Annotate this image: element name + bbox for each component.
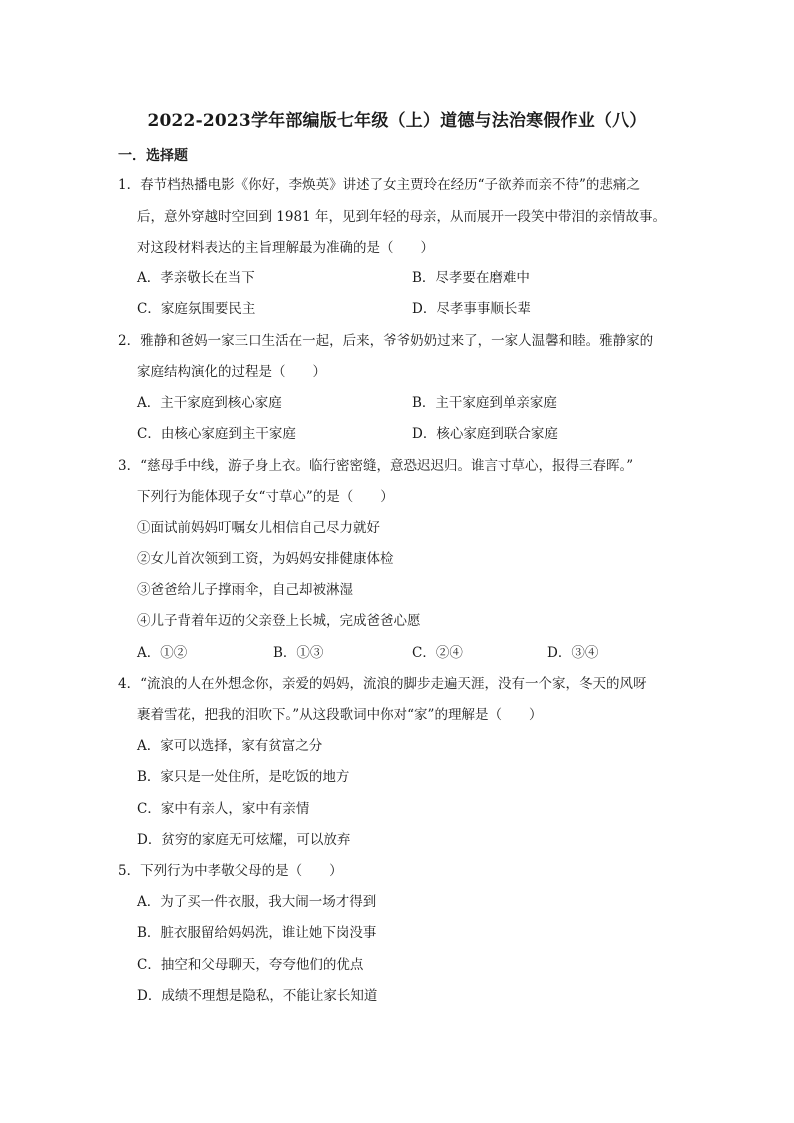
question-2-option-c[interactable]: C．由核心家庭到主干家庭 <box>137 426 296 442</box>
question-3-option-b[interactable]: B．①③ <box>273 645 324 661</box>
question-1-option-b[interactable]: B．尽孝要在磨难中 <box>412 270 530 286</box>
question-4-line-1: 4．“流浪的人在外想念你，亲爱的妈妈，流浪的脚步走遍天涯，没有一个家，冬天的风呀 <box>118 676 647 692</box>
question-2-line-2: 家庭结构演化的过程是（ ） <box>137 364 326 380</box>
question-3-line-2: 下列行为能体现子女“寸草心”的是（ ） <box>137 489 394 505</box>
question-5-option-c[interactable]: C．抽空和父母聊天，夸夸他们的优点 <box>137 957 364 973</box>
question-5-option-b[interactable]: B．脏衣服留给妈妈洗，谁让她下岗没事 <box>137 925 377 941</box>
question-3-item-4: ④儿子背着年迈的父亲登上长城，完成爸爸心愿 <box>137 613 421 629</box>
question-3-item-1: ①面试前妈妈叮嘱女儿相信自己尽力就好 <box>137 520 380 536</box>
question-3-option-a[interactable]: A．①② <box>137 645 188 661</box>
question-2-option-a[interactable]: A．主干家庭到核心家庭 <box>137 395 282 411</box>
question-5-option-d[interactable]: D．成绩不理想是隐私，不能让家长知道 <box>137 988 378 1004</box>
section-heading: 一．选择题 <box>118 148 188 164</box>
question-3-option-c[interactable]: C．②④ <box>412 645 463 661</box>
question-1-option-d[interactable]: D．尽孝事事顺长辈 <box>412 301 531 317</box>
question-1-line-2: 后，意外穿越时空回到 1981 年，见到年轻的母亲，从而展开一段笑中带泪的亲情故事。 <box>137 209 666 225</box>
question-3-line-1: 3．“慈母手中线，游子身上衣。临行密密缝，意恐迟迟归。谁言寸草心，报得三春晖。” <box>118 458 634 474</box>
question-3-item-2: ②女儿首次领到工资，为妈妈安排健康体检 <box>137 551 394 567</box>
page-title: 2022-2023学年部编版七年级（上）道德与法治寒假作业（八） <box>147 111 647 131</box>
question-4-line-2: 裹着雪花，把我的泪吹下。”从这段歌词中你对“家”的理解是（ ） <box>137 707 543 723</box>
question-3-item-3: ③爸爸给儿子撑雨伞，自己却被淋湿 <box>137 582 353 598</box>
question-5-option-a[interactable]: A．为了买一件衣服，我大闹一场才得到 <box>137 894 377 910</box>
question-3-option-d[interactable]: D．③④ <box>547 645 599 661</box>
question-2-option-d[interactable]: D．核心家庭到联合家庭 <box>412 426 558 442</box>
question-4-option-b[interactable]: B．家只是一处住所，是吃饭的地方 <box>137 769 350 785</box>
question-4-option-d[interactable]: D．贫穷的家庭无可炫耀，可以放弃 <box>137 832 351 848</box>
question-4-option-a[interactable]: A．家可以选择，家有贫富之分 <box>137 738 323 754</box>
question-1-option-a[interactable]: A．孝亲敬长在当下 <box>137 270 255 286</box>
question-1-line-3: 对这段材料表达的主旨理解最为准确的是（ ） <box>137 240 434 256</box>
question-4-option-c[interactable]: C．家中有亲人，家中有亲情 <box>137 801 310 817</box>
question-1-line-1: 1．春节档热播电影《你好，李焕英》讲述了女主贾玲在经历“子欲养而亲不待”的悲痛之 <box>118 177 640 193</box>
question-5-line-1: 5．下列行为中孝敬父母的是（ ） <box>118 863 343 879</box>
question-2-option-b[interactable]: B．主干家庭到单亲家庭 <box>412 395 557 411</box>
question-1-option-c[interactable]: C．家庭氛围要民主 <box>137 301 256 317</box>
question-2-line-1: 2．雅静和爸妈一家三口生活在一起，后来，爷爷奶奶过来了，一家人温馨和睦。雅静家的 <box>118 333 654 349</box>
